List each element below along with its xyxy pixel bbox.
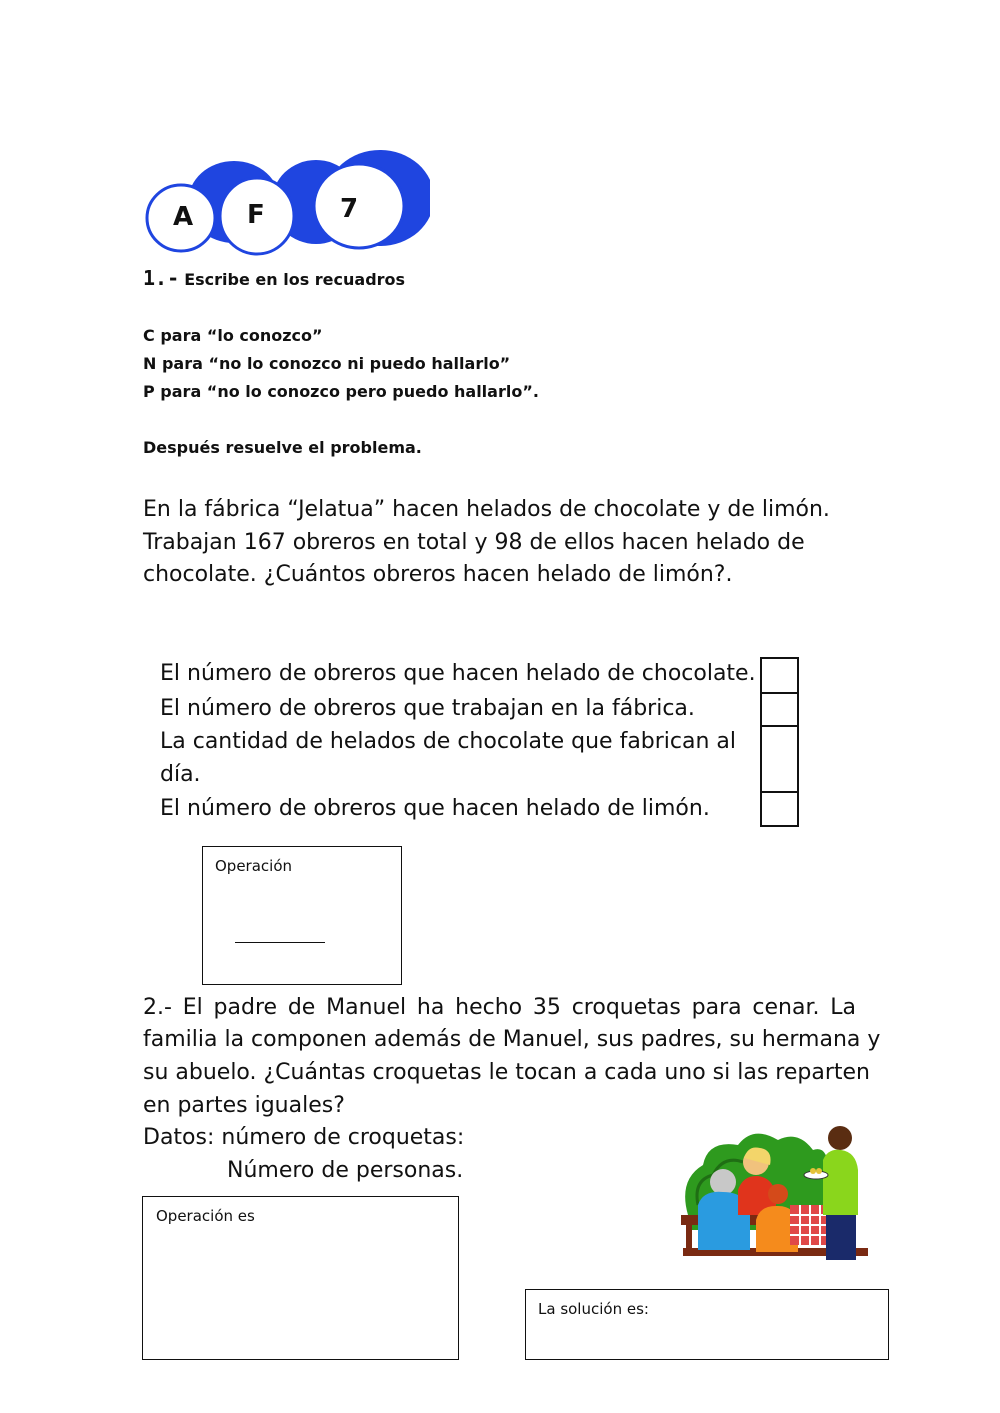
problem2-line-1: 2.- El padre de Manuel ha hecho 35 croquetas para cenar. La — [143, 995, 856, 1020]
badge-letter-a: A — [173, 202, 194, 232]
code-p: P para “no lo conozco pero puedo hallarlo”. — [143, 382, 539, 401]
statement-3-cont: día. — [160, 762, 201, 787]
problem1-line-2: Trabajan 167 obreros en total y 98 de ellos hacen helado de — [143, 530, 805, 555]
data-label: Datos: número de croquetas: — [143, 1125, 465, 1150]
statement-4: El número de obreros que hacen helado de limón. — [160, 796, 710, 821]
operation-box-2[interactable] — [142, 1196, 459, 1360]
answer-box-4[interactable] — [760, 791, 799, 827]
answer-box-3[interactable] — [760, 725, 799, 793]
operation-blank-line — [235, 942, 325, 943]
problem2-line-2: familia la componen además de Manuel, sus padres, su hermana y — [143, 1027, 881, 1052]
statement-1: El número de obreros que hacen helado de chocolate. — [160, 661, 756, 686]
answer-box-1[interactable] — [760, 657, 799, 694]
statement-2: El número de obreros que trabajan en la fábrica. — [160, 696, 695, 721]
solution-box[interactable] — [525, 1289, 889, 1360]
picnic-family-image — [678, 1120, 878, 1265]
header-badges — [140, 150, 430, 260]
instruction-text: Después resuelve el problema. — [143, 438, 422, 457]
code-n: N para “no lo conozco ni puedo hallarlo” — [143, 354, 511, 373]
section1-heading-text: Escribe en los recuadros — [184, 270, 406, 289]
picnic-illustration — [678, 1120, 878, 1265]
operation-box-1[interactable] — [202, 846, 402, 985]
statement-3: La cantidad de helados de chocolate que fabrican al — [160, 729, 737, 754]
code-c: C para “lo conozco” — [143, 326, 323, 345]
persons-label: Número de personas. — [227, 1158, 464, 1183]
problem1-line-3: chocolate. ¿Cuántos obreros hacen helado de limón?. — [143, 562, 733, 587]
solution-label: La solución es: — [538, 1300, 649, 1318]
section1-number: 1.- — [143, 266, 180, 290]
operation-label-1: Operación — [215, 857, 293, 875]
answer-box-2[interactable] — [760, 692, 799, 727]
problem1-line-1: En la fábrica “Jelatua” hacen helados de chocolate y de limón. — [143, 497, 830, 522]
section1-heading — [143, 266, 405, 290]
badge-letter-f: F — [247, 200, 265, 230]
badge-number-7: 7 — [340, 194, 359, 224]
problem2-line-4: en partes iguales? — [143, 1093, 345, 1118]
operation-label-2: Operación es — [156, 1207, 255, 1225]
problem2-line-3: su abuelo. ¿Cuántas croquetas le tocan a cada uno si las reparten — [143, 1060, 870, 1085]
